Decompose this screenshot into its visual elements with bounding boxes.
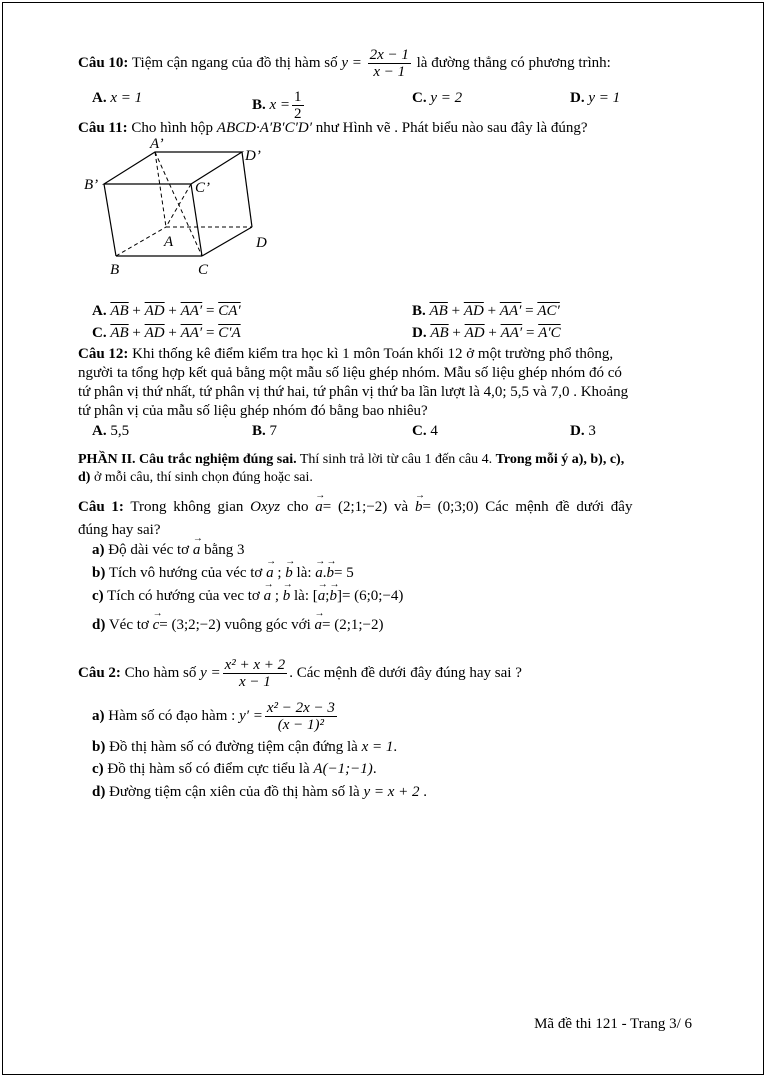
label-a1: A’ [150,138,164,152]
option-b: B. 7 [252,423,278,439]
p1-item-a: a) Độ dài véc tơ → a bằng 3 [92,541,245,559]
label-b: B [110,262,120,278]
option-a: A. x = 1 [92,90,143,106]
option-d: D. y = 1 [570,90,621,106]
fraction: $\frac{\text{x² + x + 2}}{x - 1}$ [224,657,286,690]
question-10-stem [78,47,611,80]
p1-item-d: d) Véc tơ → c= (3;2;−2) vuông góc với → a= (2;1;−2) [92,616,384,634]
label-c1: C’ [195,180,210,196]
question-12-line4: tứ phân vị của mẫu số liệu ghép nhóm đó bằng bao nhiêu? [78,403,428,419]
diagonal-c1a-hidden [166,184,191,227]
question-11-stem: Câu 11: Cho hình hộp ABCD·A′B′C′D′ như Hình vẽ . Phát biểu nào sau đây là đúng? [78,120,588,136]
option-d: D. 3 [570,423,596,439]
part2-heading-line2: d) ở mỗi câu, thí sinh chọn đúng hoặc sai. [78,470,313,485]
top-face [104,152,242,184]
solid-name: ABCD·A′B′C′D′ [216,120,312,136]
option-b: B. x = $\frac{1}{2}$ [252,89,302,122]
p2-item-a: a) Hàm số có đạo hàm : y′ = $\frac{\text{x² − 2x − 3}}{\text{(x − 1)²}}$ [92,700,335,733]
parallelepiped-figure [78,138,278,280]
option-c: C. y = 2 [412,90,463,106]
edge-bb1 [104,184,116,256]
part2-heading: PHẦN II. Câu trắc nghiệm đúng sai. Thí sinh trả lời từ câu 1 đến câu 4. Trong mỗi ý a), b), c), [78,452,625,467]
option-d: D. $\overline{AB} + \overline{AD} + AA' = A'C$ [412,325,561,341]
question-12-line1: Câu 12: Khi thống kê điểm kiểm tra học kì 1 môn Toán khối 12 ở một trường phổ thông, [78,346,614,362]
option-c: C. 4 [412,423,438,439]
question-text: là đường thẳng có phương trình: [416,54,611,71]
diagonal-a1c-hidden [155,152,202,256]
option-a: A. $\overline{AB} + \overline{AD} + AA' = CA'$ [92,303,241,319]
question-label: Câu 11: [78,120,128,136]
label-b1: B’ [84,177,99,193]
label-d1: D’ [245,148,261,164]
p1-item-c: c) Tích có hướng của vec tơ → a ; → b là: [→ a;→ b]= (6;0;−4) [92,587,403,605]
fraction: $\frac{2x - 1}{x - 1}$ [369,47,409,80]
p1-stem-line2: đúng hay sai? [78,522,161,538]
p1-item-b: b) Tích vô hướng của véc tơ → a ; → b là: → a.→ b= 5 [92,564,354,582]
option-b: B. $\overline{AB} + \overline{AD} + AA' = AC'$ [412,303,560,319]
p2-item-c: c) Đồ thị hàm số có điểm cực tiểu là A(−1;−1). [92,761,377,777]
question-text: Tiệm cận ngang của đồ thị hàm số [131,54,338,71]
p2-item-d: d) Đường tiệm cận xiên của đồ thị hàm số là y = x + 2 . [92,784,427,800]
question-12-line3: tứ phân vị thứ nhất, tứ phân vị thứ hai, tứ phân vị thứ ba lần lượt là 4,0; 5,5 và 7,0 . Khoảng [78,384,629,400]
question-12-line2: người ta tổng hợp kết quả bằng một mẫu số liệu ghép nhóm. Mẫu số liệu ghép nhóm đó có [78,365,622,381]
edge-cd [202,227,252,256]
fraction: $\frac{1}{2}$ [294,89,302,122]
option-a: A. 5,5 [92,423,130,439]
label-c: C [198,262,209,278]
page-footer: Mã đề thi 121 - Trang 3/ 6 [534,1016,692,1032]
fraction: $\frac{\text{x² − 2x − 3}}{\text{(x − 1)²}}$ [266,700,335,733]
p2-stem: Câu 2: Cho hàm số y = $\frac{\text{x² + x + 2}}{x - 1}$ . Các mệnh đề dưới đây đúng hay sai ? [78,657,522,690]
option-c: C. $\overline{AB} + \overline{AD} + AA' = C'A$ [92,325,241,341]
edge-aa1-hidden [155,152,166,227]
p1-stem: Câu 1: Trong không gian Oxyz cho → a= (2;1;−2) và → b= (0;3;0) Các mệnh đề dưới đây [78,498,632,516]
p2-item-b: b) Đồ thị hàm số có đường tiệm cận đứng là x = 1. [92,739,398,755]
math-lhs: y = [341,54,362,71]
edge-ba-hidden [116,227,166,256]
label-a: A [164,234,174,250]
label-d: D [256,235,267,251]
question-label: Câu 10: [78,54,129,71]
